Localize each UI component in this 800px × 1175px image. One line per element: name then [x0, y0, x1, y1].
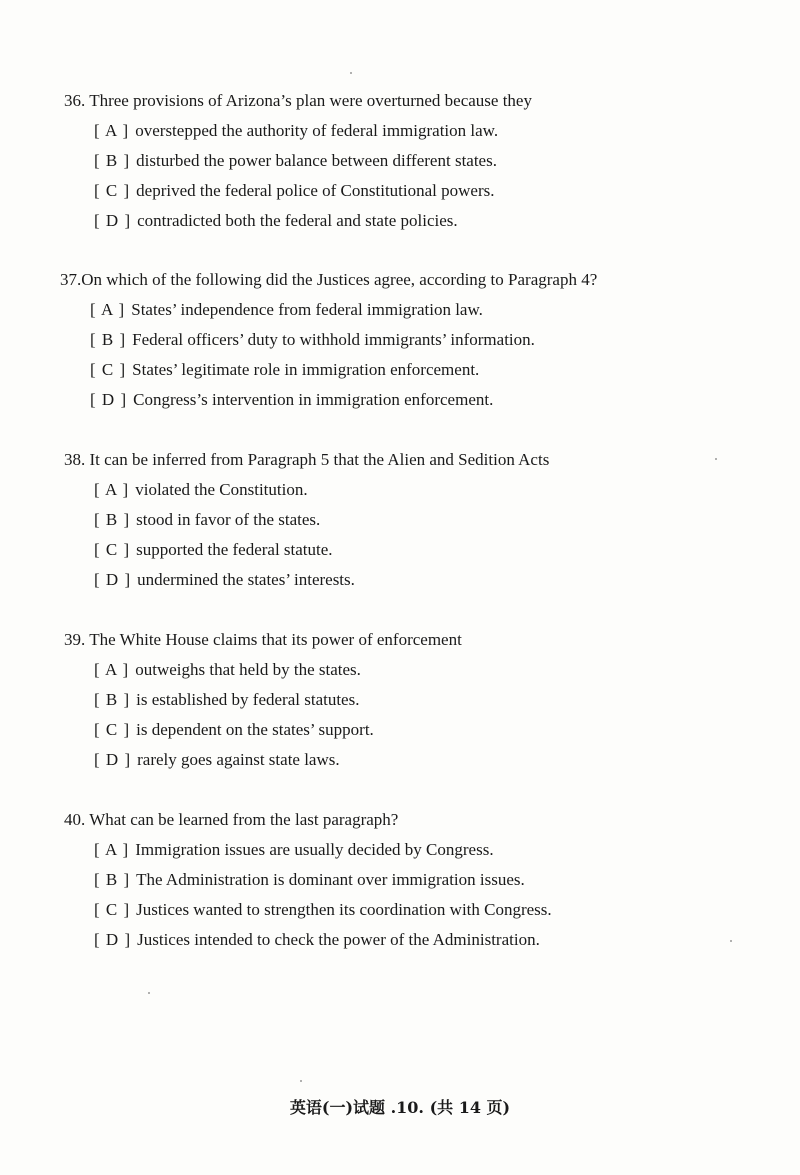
option-text: contradicted both the federal and state policies.	[137, 211, 458, 230]
option-text: Justices intended to check the power of the Administration.	[137, 930, 540, 949]
option-letter: [ B ]	[94, 690, 131, 709]
question-stem: 38. It can be inferred from Paragraph 5 that the Alien and Sedition Acts	[64, 450, 550, 469]
option-text: supported the federal statute.	[136, 540, 333, 559]
option-letter: [ C ]	[94, 720, 131, 739]
option-letter: [ A ]	[94, 480, 130, 499]
option-letter: [ A ]	[90, 300, 126, 319]
option-d	[90, 389, 760, 419]
option-letter: [ A ]	[94, 121, 130, 140]
option-a	[94, 120, 764, 150]
option-letter: [ C ]	[94, 181, 131, 200]
option-text: Congress’s intervention in immigration enforcement.	[133, 390, 494, 409]
option-text: outweighs that held by the states.	[135, 660, 361, 679]
option-letter: [ B ]	[94, 510, 131, 529]
option-letter: [ D ]	[94, 750, 132, 769]
question-stem: 36. Three provisions of Arizona’s plan were overturned because they	[64, 91, 532, 110]
option-letter: [ B ]	[90, 330, 127, 349]
option-b	[94, 150, 764, 180]
scan-speck	[730, 940, 732, 942]
option-letter: [ C ]	[94, 900, 131, 919]
option-text: undermined the states’ interests.	[137, 570, 355, 589]
option-text: Justices wanted to strengthen its coordination with Congress.	[136, 900, 552, 919]
question-39	[64, 629, 764, 779]
option-text: Federal officers’ duty to withhold immigrants’ information.	[132, 330, 535, 349]
option-letter: [ B ]	[94, 151, 131, 170]
option-text: Immigration issues are usually decided by Congress.	[135, 840, 494, 859]
option-d	[94, 929, 764, 959]
option-c	[94, 899, 764, 929]
option-text: deprived the federal police of Constitutional powers.	[136, 181, 495, 200]
option-letter: [ D ]	[90, 390, 128, 409]
option-letter: [ C ]	[90, 360, 127, 379]
option-text: violated the Constitution.	[135, 480, 308, 499]
option-b	[94, 869, 764, 899]
option-letter: [ D ]	[94, 211, 132, 230]
option-text: The Administration is dominant over immigration issues.	[136, 870, 525, 889]
option-b	[94, 509, 764, 539]
option-b	[90, 329, 760, 359]
question-38	[64, 449, 764, 599]
question-stem: 39. The White House claims that its power of enforcement	[64, 630, 462, 649]
option-letter: [ A ]	[94, 840, 130, 859]
scan-speck	[715, 458, 717, 460]
option-a	[90, 299, 760, 329]
scan-speck	[300, 1080, 302, 1082]
option-text: overstepped the authority of federal immigration law.	[135, 121, 499, 140]
option-letter: [ A ]	[94, 660, 130, 679]
scan-speck	[148, 992, 150, 994]
option-letter: [ B ]	[94, 870, 131, 889]
option-d	[94, 569, 764, 599]
option-text: States’ independence from federal immigration law.	[131, 300, 483, 319]
option-c	[94, 539, 764, 569]
page-footer: 英语(一)试题 .10. (共 14 页)	[289, 1098, 511, 1117]
question-40	[64, 809, 764, 959]
question-stem: 37.On which of the following did the Justices agree, according to Paragraph 4?	[60, 270, 598, 289]
option-d	[94, 210, 764, 240]
option-letter: [ D ]	[94, 930, 132, 949]
option-a	[94, 659, 764, 689]
option-letter: [ C ]	[94, 540, 131, 559]
option-c	[94, 719, 764, 749]
option-a	[94, 839, 764, 869]
scan-speck	[350, 72, 352, 74]
question-36	[64, 90, 764, 240]
option-b	[94, 689, 764, 719]
option-text: stood in favor of the states.	[136, 510, 321, 529]
option-letter: [ D ]	[94, 570, 132, 589]
option-text: is established by federal statutes.	[136, 690, 360, 709]
option-text: States’ legitimate role in immigration enforcement.	[132, 360, 480, 379]
option-c	[94, 180, 764, 210]
option-text: is dependent on the states’ support.	[136, 720, 374, 739]
question-stem: 40. What can be learned from the last paragraph?	[64, 810, 399, 829]
question-37	[60, 269, 760, 419]
option-d	[94, 749, 764, 779]
option-text: disturbed the power balance between different states.	[136, 151, 497, 170]
option-text: rarely goes against state laws.	[137, 750, 340, 769]
option-a	[94, 479, 764, 509]
option-c	[90, 359, 760, 389]
